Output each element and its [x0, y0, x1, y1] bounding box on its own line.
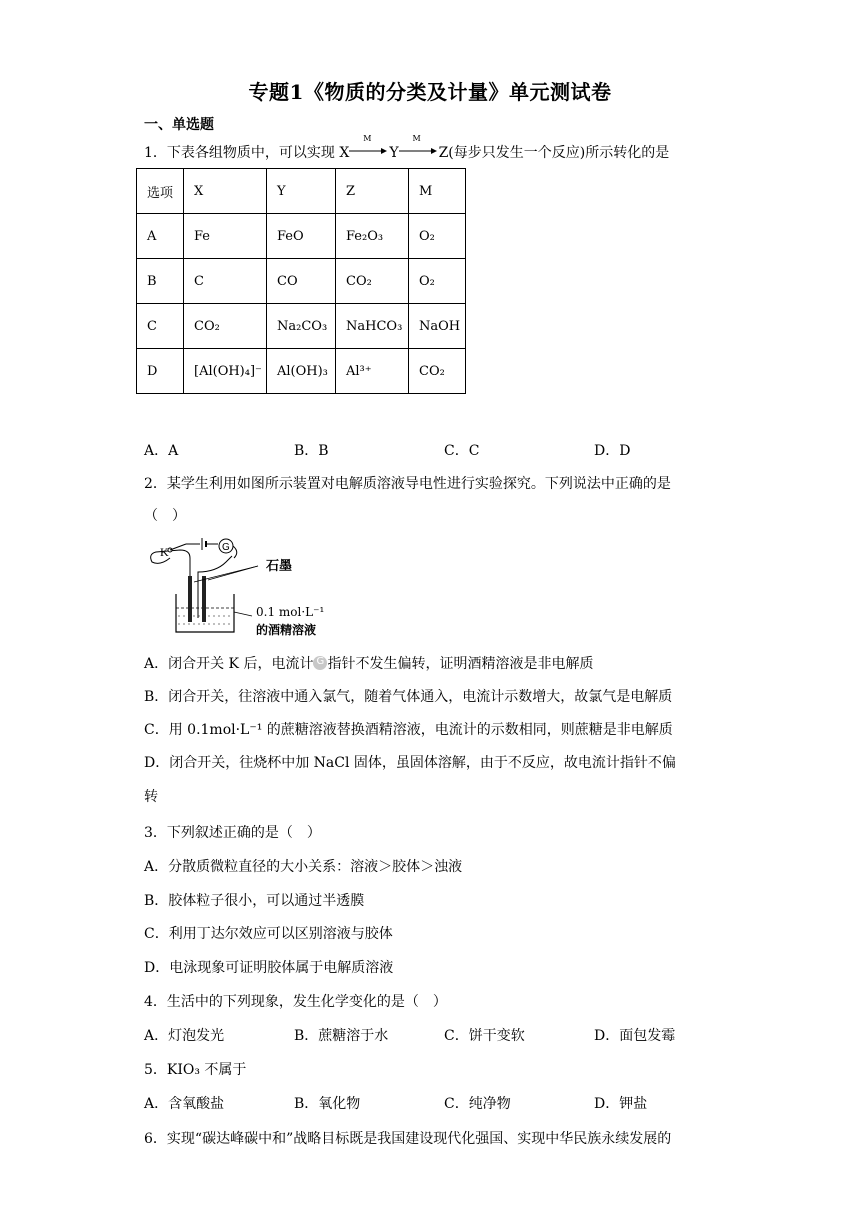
table-cell: A	[137, 214, 184, 259]
table-cell: O₂	[409, 259, 466, 304]
reaction-arrow-icon	[399, 134, 439, 158]
galvanometer-icon	[313, 656, 327, 670]
arrow-label: M	[363, 134, 372, 143]
table-cell: NaOH	[409, 304, 466, 349]
q2-choice-d[interactable]: D．闭合开关，往烧杯中加 NaCl 固体，虽固体溶解，由于不反应，故电流计指针不偏	[144, 755, 676, 771]
table-cell: C	[184, 259, 267, 304]
galvanometer-label: G	[222, 542, 230, 553]
table-cell: O₂	[409, 214, 466, 259]
table-row	[137, 349, 466, 394]
q2-a-pre: A．闭合开关 K 后，电流计	[144, 656, 314, 672]
question-3-stem: 3．下列叙述正确的是（ ）	[144, 825, 321, 841]
q2-choice-a[interactable]	[144, 653, 593, 673]
q2-choice-c[interactable]: C．用 0.1mol·L⁻¹ 的蔗糖溶液替换酒精溶液，电流计的示数相同，则蔗糖是非电解质	[144, 722, 673, 738]
q1-suffix: Z(每步只发生一个反应)所示转化的是	[438, 145, 670, 161]
table-header-cell: M	[409, 169, 466, 214]
table-header-cell: Z	[336, 169, 409, 214]
choice-d[interactable]: D．面包发霉	[594, 1028, 676, 1044]
choice-a[interactable]: A．含氧酸盐	[144, 1096, 225, 1112]
switch-label: K	[160, 545, 169, 559]
table-header-cell: X	[184, 169, 267, 214]
table-row	[137, 304, 466, 349]
choice-b[interactable]: B．氧化物	[294, 1096, 361, 1112]
choice-c[interactable]: C．纯净物	[444, 1096, 511, 1112]
q3-choice-b[interactable]: B．胶体粒子很小，可以通过半透膜	[144, 893, 365, 909]
q3-choice-c[interactable]: C．利用丁达尔效应可以区别溶液与胶体	[144, 926, 393, 942]
choice-b[interactable]: B．蔗糖溶于水	[294, 1028, 389, 1044]
table-cell: CO₂	[184, 304, 267, 349]
choice-b[interactable]: B．B	[294, 443, 329, 459]
reaction-arrow-icon	[349, 134, 389, 158]
section-title: 一、单选题	[144, 117, 214, 133]
table-cell: CO₂	[336, 259, 409, 304]
q2-choice-b[interactable]: B．闭合开关，往溶液中通入氯气，随着气体通入，电流计示数增大，故氯气是电解质	[144, 689, 673, 705]
table-cell: C	[137, 304, 184, 349]
table-cell: B	[137, 259, 184, 304]
table-cell: NaHCO₃	[336, 304, 409, 349]
q3-choice-d[interactable]: D．电泳现象可证明胶体属于电解质溶液	[144, 960, 394, 976]
question-2-stem: 2．某学生利用如图所示装置对电解质溶液导电性进行实验探究。下列说法中正确的是	[144, 476, 671, 492]
choice-d[interactable]: D．钾盐	[594, 1096, 648, 1112]
q2-choice-d-cont: 转	[144, 789, 158, 805]
graphite-label: 石墨	[266, 559, 293, 574]
table-cell: D	[137, 349, 184, 394]
table-cell: Al³⁺	[336, 349, 409, 394]
table-cell: Fe	[184, 214, 267, 259]
question-2-paren: （ ）	[144, 508, 186, 524]
question-1-stem	[144, 134, 670, 162]
table-cell: Fe₂O₃	[336, 214, 409, 259]
arrow-label: M	[412, 134, 421, 143]
question-6-stem: 6．实现“碳达峰碳中和”战略目标既是我国建设现代化强国、实现中华民族永续发展的	[144, 1131, 672, 1147]
choice-c[interactable]: C．饼干变软	[444, 1028, 525, 1044]
table-cell: Na₂CO₃	[267, 304, 336, 349]
q1-mid: Y	[389, 145, 399, 161]
concentration-label: 0.1 mol·L⁻¹	[256, 605, 325, 619]
options-table	[136, 168, 466, 394]
table-cell: [Al(OH)₄]⁻	[184, 349, 267, 394]
question-5-stem: 5．KIO₃ 不属于	[144, 1062, 247, 1078]
q3-choice-a[interactable]: A．分散质微粒直径的大小关系：溶液＞胶体＞浊液	[144, 859, 463, 875]
table-cell: FeO	[267, 214, 336, 259]
solution-label: 的酒精溶液	[256, 623, 317, 637]
table-cell: Al(OH)₃	[267, 349, 336, 394]
table-row	[137, 259, 466, 304]
table-header-cell: 选项	[137, 169, 184, 214]
question-4-stem: 4．生活中的下列现象，发生化学变化的是（ ）	[144, 994, 447, 1010]
q1-prefix: 1．下表各组物质中，可以实现 X	[144, 145, 350, 161]
q2-a-post: 指针不发生偏转，证明酒精溶液是非电解质	[327, 656, 594, 672]
page-title: 专题1《物质的分类及计量》单元测试卷	[248, 80, 612, 104]
choice-a[interactable]: A．A	[144, 443, 179, 459]
table-cell: CO₂	[409, 349, 466, 394]
table-row	[137, 214, 466, 259]
choice-d[interactable]: D．D	[594, 443, 631, 459]
choice-a[interactable]: A．灯泡发光	[144, 1028, 225, 1044]
table-header-cell: Y	[267, 169, 336, 214]
table-cell: CO	[267, 259, 336, 304]
conductivity-apparatus-diagram	[146, 536, 346, 640]
choice-c[interactable]: C．C	[444, 443, 480, 459]
table-header-row	[137, 169, 466, 214]
